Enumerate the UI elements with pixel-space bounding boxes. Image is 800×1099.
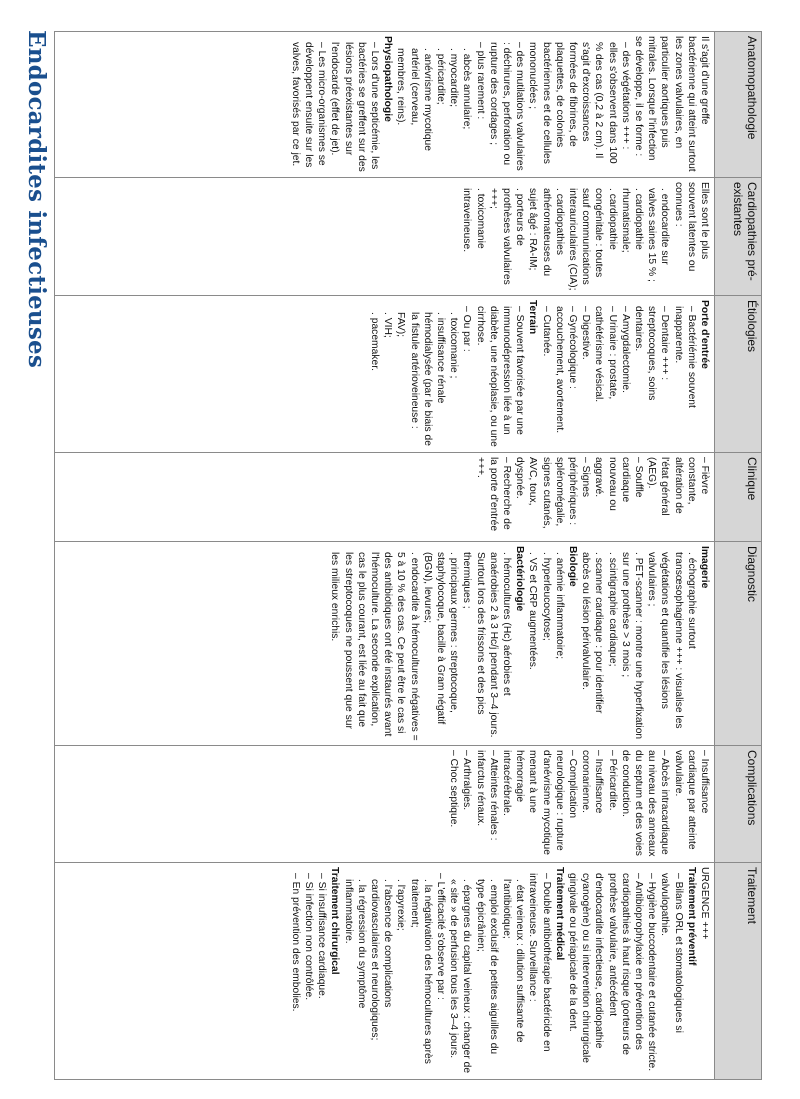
cell-text-line: . insuffisance rénale hémodialysée (par le biais de la fistule artérioveineuse : FAV);: [395, 312, 446, 446]
cell-text-line: . scintigraphie cardiaque;: [606, 552, 618, 667]
cell-text-line: – Gynécologique : accouchement, avortement.: [553, 306, 578, 434]
cell-text-line: – Abcès intracardiaque au niveau des anneaux du septum et des voies de conduction.: [619, 750, 671, 857]
cell-text-line: – Hygiène buccodentaire et cutanée stricte.: [646, 873, 658, 1072]
cell-diagnostic: [55, 542, 715, 746]
cell-text-line: . VS et CRP augmentées.: [527, 552, 539, 670]
cell-text-line: . principaux germes : streptocoque, staphylocoque, bacille à Gram négatif (BGN), levures;: [421, 552, 460, 725]
cell-text-line: . cardiopathie rhumatismale;: [619, 188, 644, 253]
cell-text-line: . cardiopathies athéromateuses du sujet âgé : RA-IM;: [527, 188, 565, 277]
cell-text-line: – Si infection non contrôlée.: [302, 873, 314, 1001]
cell-text-line: . hémocultures (Hc) aérobies et anaérobies 2 à 3 Hc/j pendant 3–4 jours. Surtout lors des frissons et des pics thermiques ;: [461, 552, 512, 738]
table-row: [55, 32, 715, 1080]
cell-text-line: . scanner cardiaque : pour identifier abcès ou lésion périvalvulaire.: [580, 552, 605, 714]
cell-text-line: . cardiopathie congénitale : toutes sauf communications interauriculaires (CIA);: [566, 188, 618, 291]
cell-clinique: [55, 453, 715, 542]
section-heading: Terrain: [527, 300, 539, 335]
cell-text-line: – Complication neurologique : rupture d'anévrisme mycotique menant à une hémorragie intracérébrale.: [500, 750, 578, 855]
cell-text-line: – L'efficacité s'observe par :: [434, 873, 446, 1000]
cell-text-line: – Dentaire +++ : streptocoques, soins dentaires.: [632, 306, 671, 401]
section-heading: Traitement médical: [553, 867, 565, 961]
cell-text-line: – Bilans ORL et stomatologiques si valvulopathie.: [659, 873, 684, 1033]
cell-text-line: . endocardite à hémocultures négatives = 5 à 10 % des cas. Ce peut être le cas si des antibiotiques ont été instaurés avant l'hémoculture. La seconde explication, cas le plus courant, est liée au fait que les streptocoques ne poussent que sur les milieux enrichis.: [329, 552, 420, 741]
cell-text-line: . porteurs de prothèses valvulaires +++;: [487, 188, 526, 285]
cell-text-line: – Ou par :: [461, 306, 473, 352]
section-heading: Imagerie: [699, 546, 710, 589]
cell-text-line: . épargnes du capital veineux : changer de « site » de perfusion tous les 3–4 jours.: [448, 879, 473, 1074]
cell-text-line: – Arthralgies.: [461, 750, 473, 811]
cell-text-line: – des mutilations valvulaires : déchirures, perforation ou rupture des cordages ;: [487, 42, 526, 171]
header-complications: Complications: [715, 746, 762, 863]
cell-text-line: . l'absence de complications cardiovasculaires et neurologiques;: [368, 879, 394, 1041]
cell-text-line: . toxicomanie ;: [448, 312, 460, 379]
cell-text-line: Elles sont le plus souvent latentes ou connues :: [672, 182, 710, 272]
cell-text-line: – Signes périphériques : splénomégalie, signes cutanés, AVC, toux, dyspnée.: [514, 457, 592, 529]
section-heading: Traitement préventif: [685, 867, 697, 966]
endocarditis-table: [54, 31, 762, 1080]
section-heading: Traitement chirurgical: [329, 867, 341, 975]
header-etiologies: Étiologies: [715, 296, 762, 453]
cell-complications: [55, 746, 715, 863]
cell-text-line: – Choc septique.: [448, 750, 460, 828]
cell-text-line: – Recherche de la porte d'entrée +++.: [474, 457, 512, 532]
cell-text-line: – Urinaire : prostate, cathétérisme vésical.: [593, 306, 618, 403]
cell-text-line: . état veineux : dilution suffisante de l'antibiotique;: [500, 879, 526, 1043]
cell-text-line: – plus rarement :: [474, 42, 486, 120]
cell-text-line: . PET-scanner : montre une hyperfixation sur une prothèse > 3 mois ;: [619, 552, 644, 740]
cell-text-line: . péricardite;: [434, 48, 446, 105]
cell-text-line: . la négativation des hémocultures après traitement;: [408, 879, 433, 1064]
cell-text-line: . pacemaker.: [368, 312, 380, 371]
section-heading: Porte d'entrée: [699, 300, 710, 369]
cell-text-line: . anémie inflammatoire;: [553, 552, 565, 660]
cell-text-line: . toxicomanie intraveineuse.: [461, 188, 486, 253]
cell-text-line: – Fièvre constante, altération de l'état général (AEG).: [646, 457, 710, 516]
cell-text-line: – Insuffisance coronarienne.: [580, 750, 605, 814]
section-heading: Bactériologie: [514, 546, 526, 612]
cell-text-line: Il s'agit d'une greffe bactérienne qui atteint surtout les zones valvulaires, en particulier aortiques puis mitrales. Lorsque l'infection se développe, il se forme :: [632, 36, 710, 172]
cell-text-line: – Les micro-organismes se développent ensuite sur les valves, favorisés par ce jet.: [289, 42, 328, 168]
cell-text-line: . hyperleucocytose;: [540, 552, 552, 641]
cell-traitement: [55, 863, 715, 1080]
cell-text-line: . échographie surtout transœsophagienne +++ : visualise les végétations et quantifie les lésions valvulaires ;: [646, 552, 697, 729]
cell-text-line: – Bactériémie souvent inapparente.: [672, 306, 697, 408]
cell-text-line: . VIH;: [382, 312, 394, 338]
cell-text-line: – Lors d'une septicémie, les bactéries se greffent sur des lésions préexistantes sur l'endocarde (effet de jet).: [329, 42, 380, 172]
table-header-row: [715, 32, 762, 1080]
cell-text-line: . abcès annulaire;: [461, 48, 473, 130]
cell-text-line: . endocardite sur valves saines 15 % ;: [646, 188, 671, 282]
cell-text-line: – Souvent favorisée par une immunodépression liée à un diabète, une néoplasie, ou une cirrhose.: [474, 306, 526, 447]
cell-cardiopathies: [55, 178, 715, 296]
header-clinique: Clinique: [715, 453, 762, 542]
cell-text-line: . anévrisme mycotique artériel (cerveau, membres, reins).: [395, 48, 433, 152]
cell-text-line: URGENCE +++: [699, 867, 710, 940]
cell-text-line: – En prévention des embolies.: [289, 873, 301, 1012]
cell-text-line: – Souffle cardiaque nouveau ou aggravé.: [593, 457, 644, 511]
cell-text-line: – Si insuffisance cardiaque.: [316, 873, 328, 999]
cell-text-line: . emploi exclusif de petites aiguilles du type épicrânien;: [474, 879, 499, 1055]
header-traitement: Traitement: [715, 863, 762, 1080]
cell-text-line: – Atteintes rénales : infarctus rénaux.: [474, 750, 499, 841]
cell-text-line: . la régression du symptôme inflammatoire.: [342, 879, 367, 1009]
cell-text-line: – Digestive.: [580, 306, 592, 360]
header-cardiopathies: Cardiopathies pré-existantes: [715, 178, 762, 296]
section-heading: Physiopathologie: [382, 36, 394, 122]
cell-text-line: – Insuffisance cardiaque par atteinte valvulaire.: [672, 750, 710, 850]
header-anatomopathologie: Anatomopathologie: [715, 32, 762, 178]
cell-text-line: – Double antibiothérapie bactéricide en intraveineuse. Surveillance :: [527, 873, 552, 1052]
cell-anatomopathologie: [55, 32, 715, 178]
cell-text-line: – Antibioprophylaxie en prévention des cardiopathies à haut risque (porteurs de prothèse valvulaire, antécédent d'endocardite infectieuse, cardiopathie cyanogène) ou si intervention chirurgicale gingivale ou périapicale de la dent.: [566, 873, 644, 1064]
cell-text-line: – Cutanée.: [540, 306, 552, 357]
cell-text-line: – des végétations +++ : elles s'observent dans 100 % des cas (0,2 à 2 cm). Il s'agit d'excroissances formées de fibrines, de plaquettes, de colonies bactériennes et de cellules mononuclées ;: [527, 42, 631, 164]
cell-text-line: . myocardite;: [448, 48, 460, 107]
cell-text-line: . l'apyrexie;: [395, 879, 407, 931]
page-title: Endocardites infectieuses: [23, 30, 50, 368]
header-diagnostic: Diagnostic: [715, 542, 762, 746]
cell-text-line: – Péricardite.: [606, 750, 618, 811]
section-heading: Biologie: [566, 546, 578, 587]
cell-text-line: – Amygdalectomie.: [619, 306, 631, 393]
cell-etiologies: [55, 296, 715, 453]
